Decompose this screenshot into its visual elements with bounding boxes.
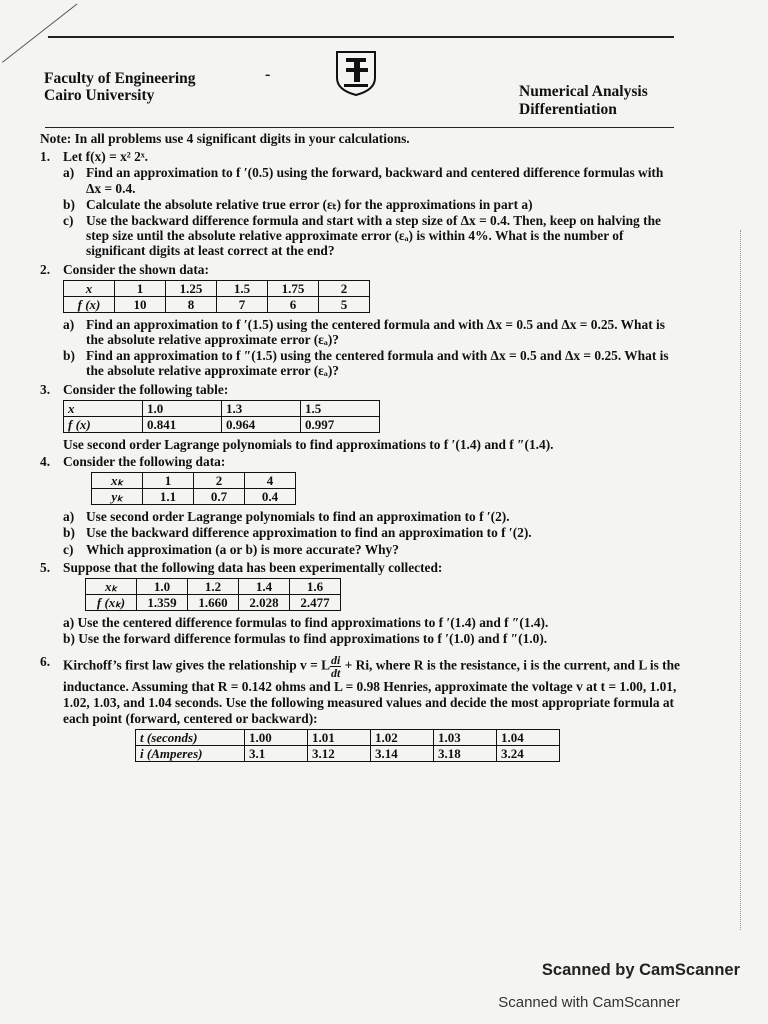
part-a: a) Find an approximation to f ′(1.5) using the centered formula and with Δx = 0.5 and Δx = 0.25. What is the absolute relative approximate error (εₐ)? (63, 316, 665, 348)
course-name: Numerical Analysis (519, 83, 648, 100)
problem-3 (40, 382, 680, 452)
table-cell: 1.6 (290, 579, 341, 595)
table-header: xₖ (86, 579, 137, 595)
part-b: b) Calculate the absolute relative true error (εₜ) for the approximations in part a) (63, 196, 533, 212)
table-cell: 2.028 (239, 595, 290, 611)
university-name: Cairo University (44, 87, 155, 104)
table-row (92, 489, 296, 505)
problem-number: 1. (40, 149, 51, 165)
table-row (64, 400, 380, 416)
data-table (63, 280, 370, 313)
table-row (64, 280, 370, 296)
table-cell: 3.24 (497, 746, 560, 762)
topic-name: Differentiation (519, 101, 617, 118)
table-cell: 1.359 (137, 595, 188, 611)
data-table (85, 578, 341, 611)
problem-4 (40, 454, 680, 558)
table-header: xₖ (92, 473, 143, 489)
stray-dash: - (265, 66, 271, 83)
problem-lead: Consider the shown data: (63, 261, 209, 277)
top-rule (48, 36, 674, 38)
table-cell: 2 (194, 473, 245, 489)
table-row (86, 595, 341, 611)
table-cell: 10 (115, 296, 166, 312)
table-cell: 0.4 (245, 489, 296, 505)
table-header: f (x) (64, 296, 115, 312)
table-row (86, 579, 341, 595)
table-row (92, 473, 296, 489)
table-cell: 1.01 (308, 730, 371, 746)
problem-number: 3. (40, 381, 51, 397)
table-cell: 1.660 (188, 595, 239, 611)
table-cell: 0.997 (301, 416, 380, 432)
part-a: a) Use second order Lagrange polynomials to find an approximation to f ′(2). (63, 509, 510, 525)
fold-line (2, 4, 77, 63)
problem-6 (40, 654, 680, 766)
problem-number: 6. (40, 654, 51, 670)
table-cell: 0.964 (222, 416, 301, 432)
data-table (135, 729, 560, 762)
table-cell: 3.14 (371, 746, 434, 762)
table-cell: 5 (319, 296, 370, 312)
problem-text-continued: + Ri, where R is the resistance, i is the current, and L is the inductance. Assuming that R = 0.142 ohms and L = 0.98 Henries, approximate the voltage v at t = 1.00, 1.01, 1.02, 1.03, and 1.04 seconds. Use the following measured values and decide the most appropriate formula at each point (forward, centered or backward): (63, 658, 681, 727)
table-cell: 1.25 (166, 280, 217, 296)
problem-number: 2. (40, 261, 51, 277)
header-rule (45, 127, 674, 128)
table-cell: 1.75 (268, 280, 319, 296)
part-a: a) Use the centered difference formulas to find approximations to f ′(1.4) and f ″(1.4). (63, 615, 549, 631)
scanner-watermark: Scanned with CamScanner (498, 994, 680, 1011)
table-cell: 1.5 (217, 280, 268, 296)
table-cell: 3.1 (245, 746, 308, 762)
problem-lead: Consider the following table: (63, 381, 229, 397)
problem-number: 5. (40, 559, 51, 575)
problem-1 (40, 149, 680, 259)
scanner-watermark-bold: Scanned by CamScanner (541, 961, 740, 979)
table-cell: 1.02 (371, 730, 434, 746)
table-cell: 2.477 (290, 595, 341, 611)
table-header: x (64, 280, 115, 296)
table-cell: 2 (319, 280, 370, 296)
part-a: a) Find an approximation to f ′(0.5) using the forward, backward and centered difference formulas with Δx = 0.4. (63, 165, 664, 196)
table-row (136, 746, 560, 762)
problem-2 (40, 262, 680, 380)
table-cell: 8 (166, 296, 217, 312)
data-table (91, 472, 296, 505)
table-cell: 1 (115, 280, 166, 296)
header-right (519, 83, 648, 119)
university-seal-icon (334, 50, 378, 96)
table-cell: 7 (217, 296, 268, 312)
table-cell: 3.12 (308, 746, 371, 762)
data-table (63, 400, 380, 433)
table-header: yₖ (92, 489, 143, 505)
table-cell: 0.7 (194, 489, 245, 505)
problem-number: 4. (40, 454, 51, 470)
table-cell: 1.4 (239, 579, 290, 595)
table-header: i (Amperes) (136, 746, 245, 762)
table-header: t (seconds) (136, 730, 245, 746)
part-c: c) Which approximation (a or b) is more accurate? Why? (63, 541, 399, 557)
part-c: c) Use the backward difference formula and start with a step size of Δx = 0.4. Then, keep on halving the step size until the absolute relative approximate error (εₐ) is within 4%. What is the number of significant digits at least correct at the end? (63, 213, 661, 259)
table-row (64, 416, 380, 432)
header-left (44, 70, 196, 104)
table-header: x (64, 400, 143, 416)
page-edge (740, 230, 741, 930)
problem-5 (40, 560, 680, 647)
table-cell: 1.03 (434, 730, 497, 746)
table-row (64, 296, 370, 312)
table-cell: 1.04 (497, 730, 560, 746)
note: Note: In all problems use 4 significant digits in your calculations. (40, 131, 410, 146)
problem-text: Kirchoff’s first law gives the relationship v = L (63, 658, 330, 674)
table-cell: 1.3 (222, 400, 301, 416)
table-cell: 1.0 (143, 400, 222, 416)
problem-lead: Suppose that the following data has been experimentally collected: (63, 559, 443, 575)
problem-sheet (40, 131, 680, 766)
table-header: f (x) (64, 416, 143, 432)
table-cell: 1.2 (188, 579, 239, 595)
part-b: b) Use the forward difference formulas to find approximations to f ′(1.0) and f ″(1.0). (63, 631, 548, 647)
table-header: f (xₖ) (86, 595, 137, 611)
table-cell: 1.5 (301, 400, 380, 416)
table-cell: 4 (245, 473, 296, 489)
table-cell: 1.00 (245, 730, 308, 746)
part-b: b) Use the backward difference approximation to find an approximation to f ′(2). (63, 525, 532, 541)
part-b: b) Find an approximation to f ″(1.5) using the centered formula and with Δx = 0.5 and Δx = 0.25. What is the absolute relative approximate error (εₐ)? (63, 348, 669, 379)
problem-lead: Consider the following data: (63, 454, 226, 470)
table-cell: 0.841 (143, 416, 222, 432)
table-cell: 1 (143, 473, 194, 489)
table-row (136, 730, 560, 746)
faculty-name: Faculty of Engineering (44, 70, 196, 87)
table-cell: 3.18 (434, 746, 497, 762)
table-cell: 1.1 (143, 489, 194, 505)
derivative-fraction: $\frac{di}{dt}$ (331, 653, 341, 681)
problem-lead: Let f(x) = x² 2ˣ. (63, 149, 149, 165)
table-cell: 6 (268, 296, 319, 312)
problem-text: Use second order Lagrange polynomials to find approximations to f ′(1.4) and f ″(1.4). (63, 436, 554, 452)
table-cell: 1.0 (137, 579, 188, 595)
